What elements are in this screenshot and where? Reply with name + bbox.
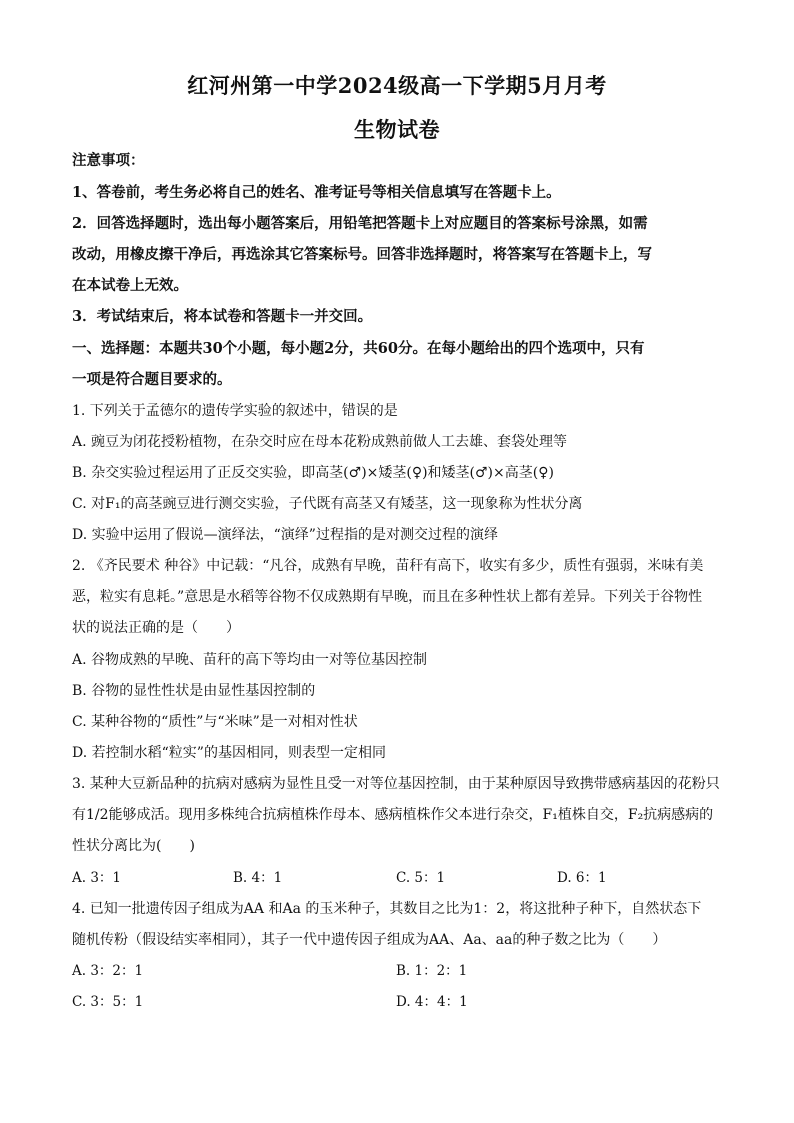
question-4-stem-line-1: 4. 已知一批遗传因子组成为AA 和Aa 的玉米种子，其数目之比为1：2，将这批种子种下，自然状态下 — [72, 901, 702, 917]
note-1: 1、答卷前，考生务必将自己的姓名、准考证号等相关信息填写在答题卡上。 — [72, 184, 561, 201]
question-2-option-b: B. 谷物的显性性状是由显性基因控制的 — [72, 683, 316, 699]
question-1-option-b: B. 杂交实验过程运用了正反交实验，即高茎(♂)×矮茎(♀)和矮茎(♂)×高茎(♀) — [72, 465, 554, 481]
question-3-stem-line-1: 3. 某种大豆新品种的抗病对感病为显性且受一对等位基因控制，由于某种原因导致携带感病基因的花粉只 — [72, 776, 720, 792]
question-3-option-a: A. 3：1 — [72, 870, 122, 886]
question-1-option-a: A. 豌豆为闭花授粉植物，在杂交时应在母本花粉成熟前做人工去雄、套袋处理等 — [72, 434, 568, 450]
question-4-stem-line-2: 随机传粉（假设结实率相同），其子一代中遗传因子组成为AA、Aa、aa的种子数之比为（ ） — [72, 932, 667, 948]
question-1-stem: 1. 下列关于孟德尔的遗传学实验的叙述中，错误的是 — [72, 403, 398, 419]
exam-subtitle: 生物试卷 — [354, 117, 440, 142]
question-2-stem-line-2: 恶，粒实有息耗。”意思是水稻等谷物不仅成熟期有早晚，而且在多种性状上都有差异。下列关于谷物性 — [72, 589, 703, 605]
question-3-option-d: D. 6：1 — [557, 870, 607, 886]
question-4-option-d: D. 4：4：1 — [396, 994, 468, 1010]
question-3-stem-line-2: 有1/2能够成活。现用多株纯合抗病植株作母本、感病植株作父本进行杂交，F₁植株自交，F₂抗病感病的 — [72, 807, 714, 823]
question-2-option-c: C. 某种谷物的“质性”与“米味”是一对相对性状 — [72, 714, 358, 730]
notes-heading: 注意事项： — [72, 152, 145, 169]
question-1-option-d: D. 实验中运用了假说—演绎法，“演绎”过程指的是对测交过程的演绎 — [72, 527, 498, 543]
section-1-heading-line-1: 一、选择题：本题共30个小题，每小题2分，共60分。在每小题给出的四个选项中，只有 — [72, 340, 645, 357]
question-4-option-c: C. 3：5：1 — [72, 994, 144, 1010]
question-3-option-c: C. 5：1 — [396, 870, 446, 886]
question-3-stem-line-3: 性状分离比为( ) — [72, 838, 195, 854]
question-2-option-a: A. 谷物成熟的早晚、苗秆的高下等均由一对等位基因控制 — [72, 652, 428, 668]
question-4-option-b: B. 1：2：1 — [396, 963, 468, 979]
question-4-option-a: A. 3：2：1 — [72, 963, 144, 979]
section-1-heading-line-2: 一项是符合题目要求的。 — [72, 371, 232, 388]
question-2-stem-line-1: 2. 《齐民要术 种谷》中记载：“凡谷，成熟有早晚，苗秆有高下，收实有多少，质性有强弱，米味有美 — [72, 558, 704, 574]
note-2-line-3: 在本试卷上无效。 — [72, 277, 188, 294]
note-2-line-1: 2．回答选择题时，选出每小题答案后，用铅笔把答题卡上对应题目的答案标号涂黑，如需 — [72, 215, 648, 232]
question-2-option-d: D. 若控制水稻“粒实”的基因相同，则表型一定相同 — [72, 745, 386, 761]
question-1-option-c: C. 对F₁的高茎豌豆进行测交实验，子代既有高茎又有矮茎，这一现象称为性状分离 — [72, 496, 583, 512]
question-3-option-b: B. 4：1 — [233, 870, 283, 886]
exam-title: 红河州第一中学2024级高一下学期5月月考 — [187, 73, 607, 98]
question-2-stem-line-3: 状的说法正确的是（ ） — [72, 620, 240, 636]
note-3: 3．考试结束后，将本试卷和答题卡一并交回。 — [72, 308, 373, 325]
note-2-line-2: 改动，用橡皮擦干净后，再选涂其它答案标号。回答非选择题时，将答案写在答题卡上，写 — [72, 246, 652, 263]
